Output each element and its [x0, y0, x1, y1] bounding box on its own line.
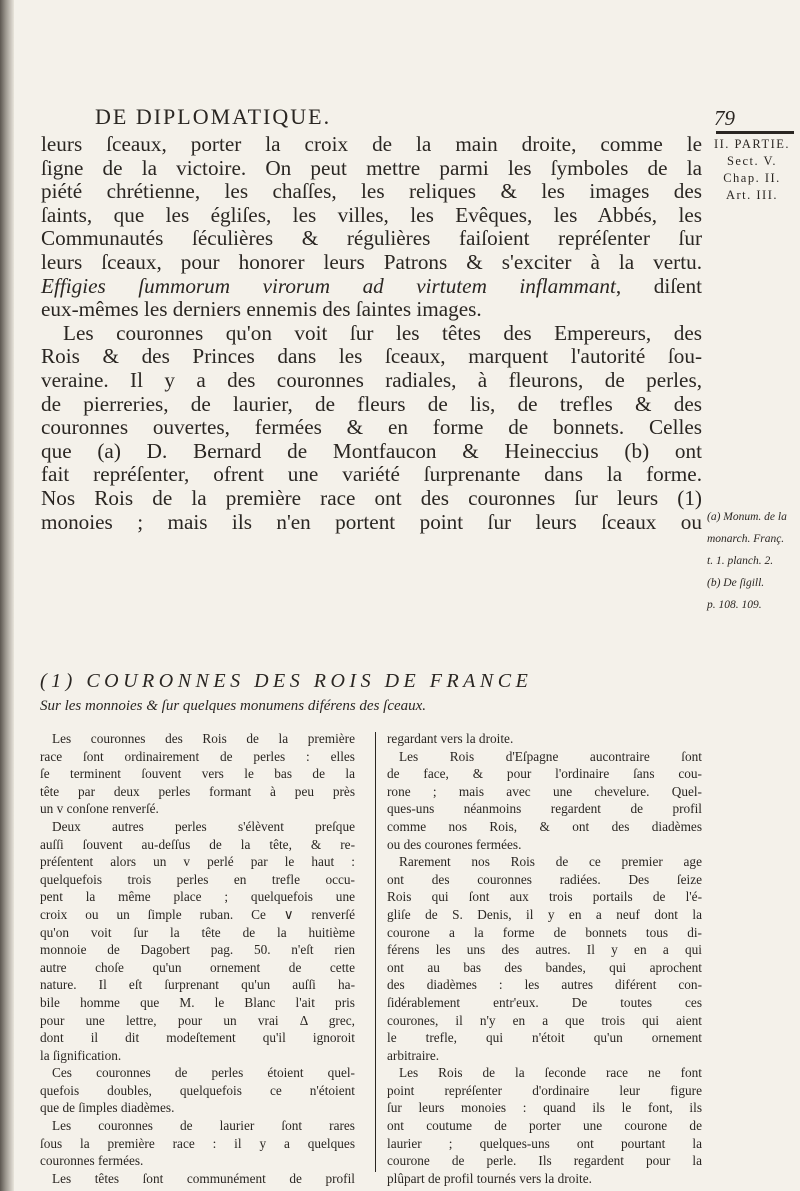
right-line: le trefle, qui n'étoit qu'un ornement: [387, 1030, 702, 1046]
right-line: Rois qui ſont aux trois portails de l'é-: [387, 889, 702, 905]
right-line: laurier ; quelques-uns ont pourtant la: [387, 1135, 702, 1151]
left-line: quelquefois trois perles en trefle occu-: [40, 871, 355, 887]
side-note: (b) De ſigill.: [707, 577, 765, 589]
margin-section-marker: [706, 131, 798, 204]
main-text-block: [41, 133, 702, 534]
main-line: leurs ſceaux, pour honorer leurs Patrons & s'exciter à la vertu.: [41, 249, 702, 274]
left-line: autre choſe qu'un ornement de cette: [40, 959, 355, 975]
side-note: (a) Monum. de la: [707, 511, 787, 523]
margin-art: Art. III.: [725, 188, 779, 202]
left-line: Les couronnes de laurier ſont rares: [52, 1118, 355, 1134]
page-header: [95, 104, 735, 130]
right-line: des diadèmes : les autres diférent con-: [387, 977, 702, 993]
main-line: de pierreries, de laurier, de fleurs de lis, de trefles & des: [41, 391, 702, 416]
right-line: ſur leurs monoies : quand ils le font, ils: [387, 1100, 702, 1116]
left-line: pent la même place ; quelquefois une: [40, 889, 355, 905]
main-line: leurs ſceaux, porter la croix de la main droite, comme le: [41, 132, 702, 156]
right-line: point repréſenter d'ordinaire leur figure: [387, 1082, 702, 1098]
main-line-effigies: [41, 275, 702, 299]
right-line: Les Rois d'Eſpagne aucontraire ſont: [399, 748, 702, 764]
footnote-columns: [40, 730, 703, 1186]
margin-rule: [716, 131, 794, 134]
main-line: piété chrétienne, les chaſſes, les reliques & les images des: [41, 179, 702, 204]
left-line: dont il dit modeſtement qu'il ignoroit: [40, 1030, 355, 1046]
left-line: la ſignification.: [40, 1047, 122, 1063]
right-line: Rarement nos Rois de ce premier age: [399, 854, 702, 870]
left-line: monnoie de Dagobert pag. 50. n'eſt rien: [40, 942, 355, 958]
left-line: Les têtes ſont communément de profil: [52, 1170, 355, 1186]
footnote-section-subtitle: Sur les monnoies & ſur quelques monumens diférens des ſceaux.: [40, 698, 427, 714]
left-line: nature. Il eſt ſurprenant qu'un auſſi ha-: [40, 977, 355, 993]
side-note: monarch. Franç.: [707, 533, 785, 545]
right-line: plûpart de profil tournés vers la droite.: [387, 1170, 592, 1186]
left-column: [40, 730, 355, 1187]
left-line: que de ſimples diadèmes.: [40, 1100, 175, 1116]
side-footnotes: [707, 506, 800, 616]
main-line: couronnes ouvertes, fermées & en forme de bonnets. Celles: [41, 415, 702, 440]
main-line: ſigne de la victoire. On peut mettre parmi les ſymboles de la: [41, 155, 702, 180]
footnote-section-title: (1) COURONNES DES ROIS DE FRANCE: [40, 670, 533, 692]
main-line: fait repréſenter, ofrent une variété ſurprenante dans la forme.: [41, 462, 702, 487]
left-line: Les couronnes des Rois de la première: [52, 731, 355, 746]
right-line: rone ; mais avec une chevelure. Quel-: [387, 783, 702, 799]
side-note: t. 1. planch. 2.: [707, 555, 774, 567]
left-line: auſſi ſouvent au-deſſus de la tête, & re-: [40, 836, 355, 852]
left-line: quefois doubles, quelquefois ce n'étoient: [40, 1082, 355, 1098]
column-divider: [375, 732, 376, 1172]
main-line: Rois & des Princes dans les ſceaux, marquent l'autorité ſou-: [41, 344, 702, 369]
side-note: p. 108. 109.: [707, 599, 762, 611]
right-line: de face, & pour l'ordinaire ſans cou-: [387, 766, 702, 782]
right-line: ont coutume de porter une courone de: [387, 1118, 702, 1134]
margin-sect: Sect. V.: [726, 154, 778, 168]
left-line: préſentent alors un v perlé par le haut :: [40, 854, 355, 870]
right-line: regardant vers la droite.: [387, 731, 514, 746]
main-line: Les couronnes qu'on voit ſur les têtes des Empereurs, des: [63, 320, 702, 345]
main-line: Communautés ſéculières & régulières faiſoient repréſenter ſur: [41, 226, 702, 251]
right-line: férens les uns des autres. Il y en a qui: [387, 942, 702, 958]
right-line: Les Rois de la ſeconde race ne font: [399, 1065, 702, 1081]
margin-part: II. PARTIE.: [713, 137, 791, 151]
page-edge-shadow: [0, 0, 14, 1191]
right-line: courone de perle. Ils regardent pour la: [387, 1153, 702, 1169]
left-line: bile homme que M. le Blanc l'ait pris: [40, 994, 355, 1010]
main-line: Nos Rois de la première race ont des couronnes ſur leurs (1): [41, 485, 702, 510]
left-line: Deux autres perles s'élèvent preſque: [52, 818, 355, 834]
main-line: eux-mêmes les derniers ennemis des ſaintes images.: [41, 297, 482, 322]
left-line: Ces couronnes de perles étoient quel-: [52, 1065, 355, 1081]
right-line: ſidérablement entr'eux. De toutes ces: [387, 994, 702, 1010]
main-line: que (a) D. Bernard de Montfaucon & Heineccius (b) ont: [41, 438, 702, 463]
right-column: [387, 730, 702, 1187]
right-line: arbitraire.: [387, 1047, 440, 1063]
left-line: race ſont ordinairement de perles : elles: [40, 748, 355, 764]
left-line: pour une lettre, pour un vrai Δ grec,: [40, 1012, 355, 1028]
right-line: comme nos Rois, & ont des diadèmes: [387, 818, 702, 834]
main-line: monoies ; mais ils n'en portent point ſur leurs ſceaux ou: [41, 509, 702, 534]
left-line: ſe terminent ſouvent vers le bas de la: [40, 766, 355, 782]
right-line: ques-uns néanmoins regardent de profil: [387, 801, 702, 817]
right-line: courone a la forme de bonnets tous di-: [387, 924, 702, 940]
left-line: ſous la première race : il y a quelques: [40, 1135, 355, 1151]
right-line: courones, il n'y en a que trois qui aient: [387, 1012, 702, 1028]
left-line: qu'on voit ſur la tête de la huitième: [40, 924, 355, 940]
right-line: ou des courones fermées.: [387, 836, 522, 852]
main-line: ſaints, que les égliſes, les villes, les Evêques, les Abbés, les: [41, 202, 702, 227]
left-line: tête par deux perles formant à peu près: [40, 783, 355, 799]
right-line: ont des couronnes radiées. Des ſeize: [387, 871, 702, 887]
running-title: DE DIPLOMATIQUE.: [95, 104, 332, 129]
main-line: veraine. Il y a des couronnes radiales, à fleurons, de perles,: [41, 367, 702, 392]
left-line: croix ou un ſimple ruban. Ce ∨ renverſé: [40, 906, 355, 922]
latin-quote-rest: , diſent: [615, 273, 702, 298]
right-line: gliſe de S. Denis, il y en a neuf dont la: [387, 906, 702, 922]
latin-quote: Effigies ſummorum virorum ad virtutem inflammant: [41, 273, 616, 298]
page-number: 79: [714, 106, 735, 130]
right-line: ont au bas des bandes, qui aprochent: [387, 959, 702, 975]
margin-chap: Chap. II.: [723, 171, 781, 185]
left-line: un v conſone renverſé.: [40, 801, 159, 817]
left-line: couronnes fermées.: [40, 1153, 144, 1169]
